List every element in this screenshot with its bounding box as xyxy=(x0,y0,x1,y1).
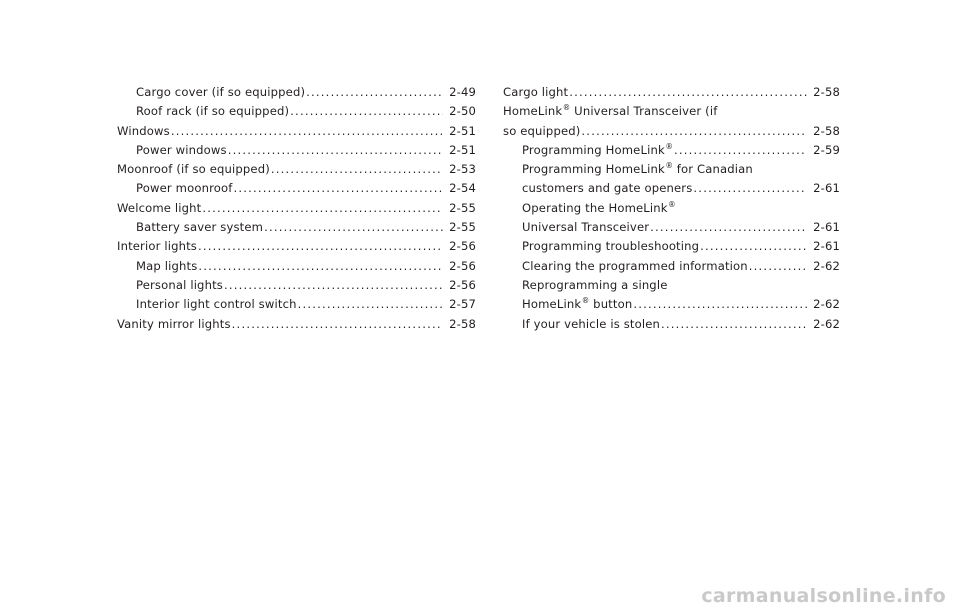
toc-entry-title xyxy=(136,179,232,198)
dot-leader xyxy=(569,83,807,102)
toc-entry-title xyxy=(522,141,673,160)
toc-page-number: 2-49 xyxy=(449,85,476,99)
dot-leader xyxy=(198,237,443,256)
toc-entry-line xyxy=(522,315,840,334)
dot-leader xyxy=(271,160,443,179)
title-text: Battery saver system xyxy=(136,220,264,235)
toc-page-number: 2-51 xyxy=(449,142,476,157)
title-text: customers and gate openers xyxy=(522,181,693,196)
toc-page-number: 2-56 xyxy=(449,239,476,254)
title-text: button xyxy=(589,297,633,312)
dot-leader xyxy=(232,315,443,334)
title-text: so equipped) xyxy=(503,123,581,138)
title-text: If your vehicle is stolen xyxy=(522,316,660,331)
toc-entry-line xyxy=(522,295,840,314)
toc-page-number: 2-61 xyxy=(813,220,840,235)
toc-entry-line xyxy=(136,276,476,295)
toc-entry[interactable] xyxy=(503,257,840,276)
dot-leader xyxy=(290,102,443,121)
toc-entry-title xyxy=(522,315,660,334)
toc-entry-line xyxy=(522,237,840,256)
dot-leader xyxy=(233,179,443,198)
toc-entry[interactable] xyxy=(117,276,476,295)
toc-entry[interactable] xyxy=(117,141,476,160)
toc-entry-line xyxy=(136,141,476,160)
toc-page-number: 2-59 xyxy=(813,142,840,157)
toc-entry[interactable] xyxy=(117,160,476,179)
toc-entry[interactable] xyxy=(117,122,476,141)
dot-leader xyxy=(264,218,443,237)
dot-leader xyxy=(700,237,807,256)
dot-leader xyxy=(674,141,807,160)
toc-entry-title xyxy=(136,295,297,314)
toc-page-number: 2-56 xyxy=(449,277,476,292)
toc-entry-title xyxy=(522,237,699,256)
toc-entry-line xyxy=(136,179,476,198)
toc-entry-title xyxy=(522,179,692,198)
toc-entry-title xyxy=(522,218,649,237)
toc-entry-title xyxy=(522,276,667,295)
toc-entry-title xyxy=(136,218,263,237)
toc-entry-title xyxy=(503,122,580,141)
toc-entry[interactable] xyxy=(503,199,840,238)
toc-entry[interactable] xyxy=(503,315,840,334)
toc-page-number: 2-58 xyxy=(813,123,840,138)
toc-entry-line xyxy=(522,218,840,237)
toc-page-number: 2-56 xyxy=(449,258,476,273)
title-text: HomeLink xyxy=(522,297,582,312)
title-text: Personal lights xyxy=(136,277,223,292)
toc-entry-line xyxy=(136,218,476,237)
toc-entry-line xyxy=(522,276,840,295)
title-text: Windows xyxy=(117,123,170,138)
toc-entry-title xyxy=(522,160,753,179)
title-text: for Canadian xyxy=(672,162,753,177)
toc-entry-title xyxy=(117,122,170,141)
toc-entry-title xyxy=(522,199,676,218)
toc-page-number: 2-62 xyxy=(813,297,840,312)
toc-entry-title xyxy=(117,315,231,334)
toc-entry-line xyxy=(522,160,840,179)
title-text: Welcome light xyxy=(117,200,202,215)
toc-entry-line xyxy=(522,257,840,276)
toc-page-number: 2-54 xyxy=(449,181,476,196)
title-text: Programming HomeLink xyxy=(522,162,665,177)
toc-column-left xyxy=(117,83,476,334)
toc-page-number: 2-62 xyxy=(813,316,840,331)
registered-mark: ® xyxy=(581,296,590,306)
title-text: Cargo light xyxy=(503,85,569,99)
toc-column-right xyxy=(503,83,840,334)
toc-entry-title xyxy=(522,257,748,276)
toc-page-number: 2-53 xyxy=(449,162,476,177)
title-text: Universal Transceiver xyxy=(522,220,650,235)
toc-entry[interactable] xyxy=(503,276,840,315)
title-text: Cargo cover (if so equipped) xyxy=(136,85,306,99)
toc-entry-line xyxy=(503,122,840,141)
toc-page-number: 2-55 xyxy=(449,200,476,215)
toc-entry[interactable] xyxy=(503,141,840,160)
registered-mark: ® xyxy=(665,141,673,151)
title-text: Programming HomeLink xyxy=(522,142,665,157)
toc-page-number: 2-51 xyxy=(449,123,476,138)
title-text: Roof rack (if so equipped) xyxy=(136,104,290,119)
toc-page-number: 2-61 xyxy=(813,239,840,254)
dot-leader xyxy=(650,218,807,237)
toc-entry-line xyxy=(522,141,840,160)
title-text: Interior lights xyxy=(117,239,197,254)
dot-leader xyxy=(693,179,807,198)
dot-leader xyxy=(228,141,443,160)
title-text: Programming troubleshooting xyxy=(522,239,700,254)
toc-entry[interactable] xyxy=(503,237,840,256)
title-text: Universal Transceiver (if xyxy=(570,104,718,119)
toc-entry-line xyxy=(117,237,476,256)
toc-entry-line xyxy=(117,122,476,141)
toc-entry[interactable] xyxy=(117,218,476,237)
toc-entry[interactable] xyxy=(117,179,476,198)
toc-entry-line xyxy=(503,83,840,102)
toc-page-number: 2-62 xyxy=(813,258,840,273)
toc-entry-line xyxy=(522,179,840,198)
dot-leader xyxy=(581,122,807,141)
toc-page-number: 2-57 xyxy=(449,297,476,312)
toc-entry[interactable] xyxy=(503,83,840,102)
toc-page-number: 2-58 xyxy=(449,316,476,331)
toc-entry[interactable] xyxy=(117,237,476,256)
toc-entry-line xyxy=(117,199,476,218)
toc-entry-title xyxy=(136,276,223,295)
toc-entry-line xyxy=(136,257,476,276)
toc-entry-title xyxy=(136,257,197,276)
registered-mark: ® xyxy=(562,103,571,113)
toc-entry[interactable] xyxy=(503,102,840,141)
title-text: Power moonroof xyxy=(136,181,233,196)
toc-page-number: 2-58 xyxy=(813,85,840,99)
toc-entry-title xyxy=(117,160,270,179)
toc-entry-line xyxy=(522,199,840,218)
toc-entry-title xyxy=(522,295,632,314)
title-text: Clearing the programmed information xyxy=(522,258,748,273)
title-text: Moonroof (if so equipped) xyxy=(117,162,270,177)
toc-entry-line xyxy=(117,315,476,334)
toc-entry-line xyxy=(136,295,476,314)
title-text: Map lights xyxy=(136,258,198,273)
toc-entry-line xyxy=(503,102,840,121)
toc-entry-line xyxy=(136,102,476,121)
toc-entry-title xyxy=(136,141,227,160)
dot-leader xyxy=(661,315,807,334)
watermark: carmanualsonline.info xyxy=(701,585,946,607)
toc-entry-title xyxy=(117,237,197,256)
dot-leader xyxy=(198,257,443,276)
toc-page-number: 2-61 xyxy=(813,181,840,196)
dot-leader xyxy=(749,257,807,276)
dot-leader xyxy=(633,295,807,314)
title-text: Vanity mirror lights xyxy=(117,316,231,331)
toc-entry-line xyxy=(136,83,476,102)
toc-entry[interactable] xyxy=(117,295,476,314)
registered-mark: ® xyxy=(668,199,676,209)
toc-entry[interactable] xyxy=(117,199,476,218)
toc-entry[interactable] xyxy=(117,102,476,121)
toc-entry-line xyxy=(117,160,476,179)
dot-leader xyxy=(224,276,443,295)
toc-entry[interactable] xyxy=(117,257,476,276)
toc-entry-title xyxy=(136,102,289,121)
title-text: Power windows xyxy=(136,142,227,157)
dot-leader xyxy=(306,83,443,102)
title-text: Interior light control switch xyxy=(136,297,297,312)
toc-page-number: 2-55 xyxy=(449,220,476,235)
dot-leader xyxy=(298,295,443,314)
toc-entry[interactable] xyxy=(117,83,476,102)
toc-entry[interactable] xyxy=(117,315,476,334)
toc-entry-title xyxy=(136,83,305,102)
toc-page-number: 2-50 xyxy=(449,104,476,119)
toc-entry[interactable] xyxy=(503,160,840,199)
title-text: HomeLink xyxy=(503,104,563,119)
dot-leader xyxy=(171,122,443,141)
title-text: Reprogramming a single xyxy=(522,277,668,292)
dot-leader xyxy=(202,199,443,218)
toc-entry-title xyxy=(117,199,201,218)
toc-entry-title xyxy=(503,83,568,102)
title-text: Operating the HomeLink xyxy=(522,200,668,215)
registered-mark: ® xyxy=(665,161,673,171)
toc-entry-title xyxy=(503,102,717,121)
